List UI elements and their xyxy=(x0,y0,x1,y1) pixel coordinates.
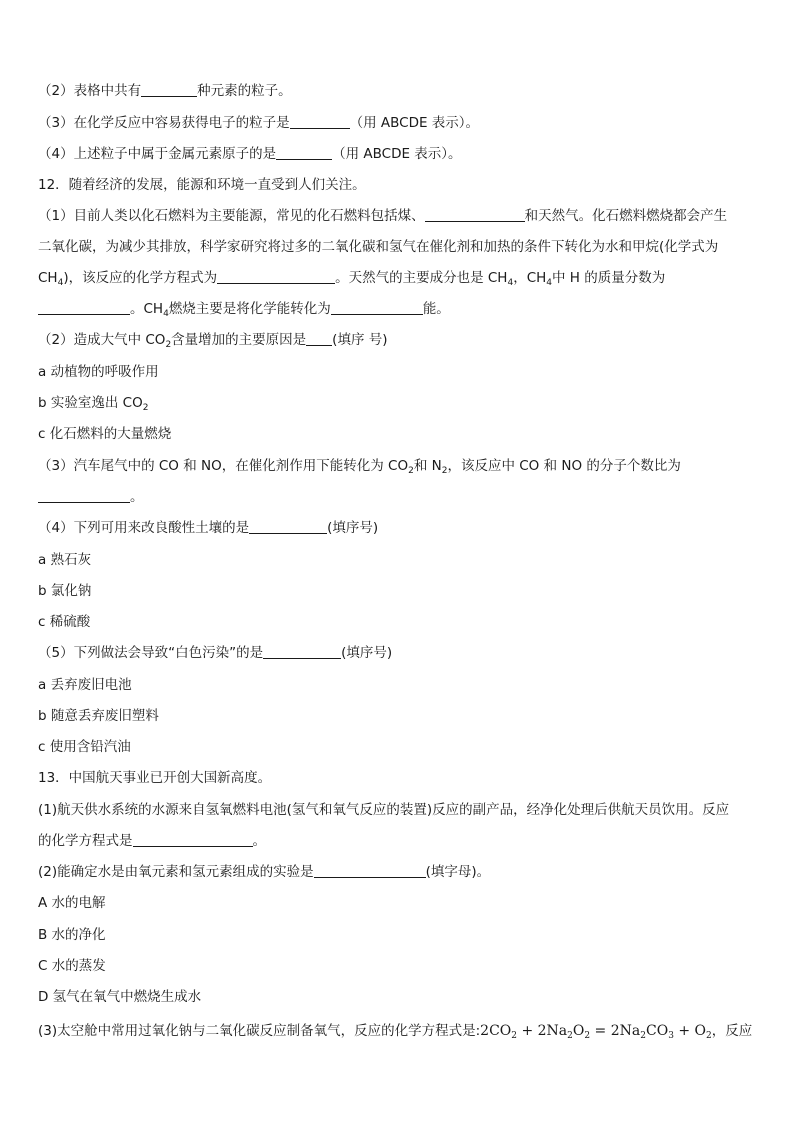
answer-blank[interactable] xyxy=(249,519,327,534)
q13-part2-option-c: C 水的蒸发 xyxy=(38,958,106,974)
q12-part3-line2: 。 xyxy=(38,487,762,507)
q12-part4-option-c: c 稀硫酸 xyxy=(38,614,91,630)
q12-part2-option-a: a 动植物的呼吸作用 xyxy=(38,364,159,380)
answer-blank[interactable] xyxy=(276,145,332,160)
q11-part4: （4）上述粒子中属于金属元素原子的是 （用 ABCDE 表示）。 xyxy=(38,146,462,162)
answer-blank[interactable] xyxy=(263,644,341,659)
answer-blank[interactable] xyxy=(290,114,350,129)
q13-part2-option-b: B 水的净化 xyxy=(38,927,106,943)
answer-blank[interactable] xyxy=(133,832,253,847)
answer-blank[interactable] xyxy=(217,269,335,284)
q12-part1-line2: 二氧化碳，为减少其排放，科学家研究将过多的二氧化碳和氢气在催化剂和加热的条件下转化为水和甲烷(化学式为 xyxy=(38,239,719,255)
q12-stem: 12．随着经济的发展，能源和环境一直受到人们关注。 xyxy=(38,177,366,193)
chemical-equation: $2CO_2 + 2Na_2O_2 = 2Na_2CO_3 + O_2$ xyxy=(480,1023,712,1041)
answer-blank[interactable] xyxy=(331,300,423,315)
q13-part1-line1: (1)航天供水系统的水源来自氢氧燃料电池(氢气和氧气反应的装置)反应的副产品，经净化处理后供航天员饮用。反应 xyxy=(38,802,730,818)
q12-part5-option-c: c 使用含铅汽油 xyxy=(38,739,131,755)
q12-part2-option-c: c 化石燃料的大量燃烧 xyxy=(38,426,172,442)
answer-blank[interactable] xyxy=(314,863,426,878)
q13-part2-option-a: A 水的电解 xyxy=(38,895,106,911)
q12-part2: （2）造成大气中 $CO_2$含量增加的主要原因是 (填序 号) xyxy=(38,332,388,350)
q13-stem: 13．中国航天事业已开创大国新高度。 xyxy=(38,770,272,786)
q11-part2: （2）表格中共有 种元素的粒子。 xyxy=(38,83,292,99)
q12-part4-option-a: a 熟石灰 xyxy=(38,552,92,568)
q13-part2-option-d: D 氢气在氧气中燃烧生成水 xyxy=(38,989,202,1005)
q13-part2: (2)能确定水是由氧元素和氢元素组成的实验是 (填字母)。 xyxy=(38,864,491,880)
q12-part5-option-a: a 丢弃废旧电池 xyxy=(38,677,132,693)
answer-blank[interactable] xyxy=(38,488,130,503)
q13-part3-line1: (3)太空舱中常用过氧化钠与二氧化碳反应制备氧气，反应的化学方程式是$:2CO_2 + 2Na_2O_2 = 2Na_2CO_3 + O_2$，反应 xyxy=(38,1023,753,1041)
q12-part2-option-b: b 实验室逸出 $CO_2$ xyxy=(38,395,149,413)
q12-part4: （4）下列可用来改良酸性土壤的是 (填序号) xyxy=(38,520,379,536)
answer-blank[interactable] xyxy=(38,300,130,315)
answer-blank[interactable] xyxy=(425,207,525,222)
q12-part5-option-b: b 随意丢弃废旧塑料 xyxy=(38,708,159,724)
answer-blank[interactable] xyxy=(306,331,332,346)
q12-part3-line1: （3）汽车尾气中的 CO 和 NO，在催化剂作用下能转化为 $CO_2$和 $N_2$，该反应中 CO 和 NO 的分子个数比为 xyxy=(38,458,681,476)
q12-part5: （5）下列做法会导致“白色污染”的是 (填序号) xyxy=(38,645,393,661)
q12-part1-line3: $CH_4$)，该反应的化学方程式为 。天然气的主要成分也是 $CH_4$，$CH_4$中 H 的质量分数为 xyxy=(38,270,666,288)
q13-part1-line2: 的化学方程式是 。 xyxy=(38,833,266,849)
q12-part1-line4: 。$CH_4$燃烧主要是将化学能转化为 能。 xyxy=(38,299,762,319)
q11-part3: （3）在化学反应中容易获得电子的粒子是 （用 ABCDE 表示）。 xyxy=(38,115,480,131)
q12-part4-option-b: b 氯化钠 xyxy=(38,583,92,599)
q12-part1-line1: （1）目前人类以化石燃料为主要能源，常见的化石燃料包括煤、 和天然气。化石燃料燃烧都会产生 xyxy=(38,208,728,224)
answer-blank[interactable] xyxy=(141,82,197,97)
